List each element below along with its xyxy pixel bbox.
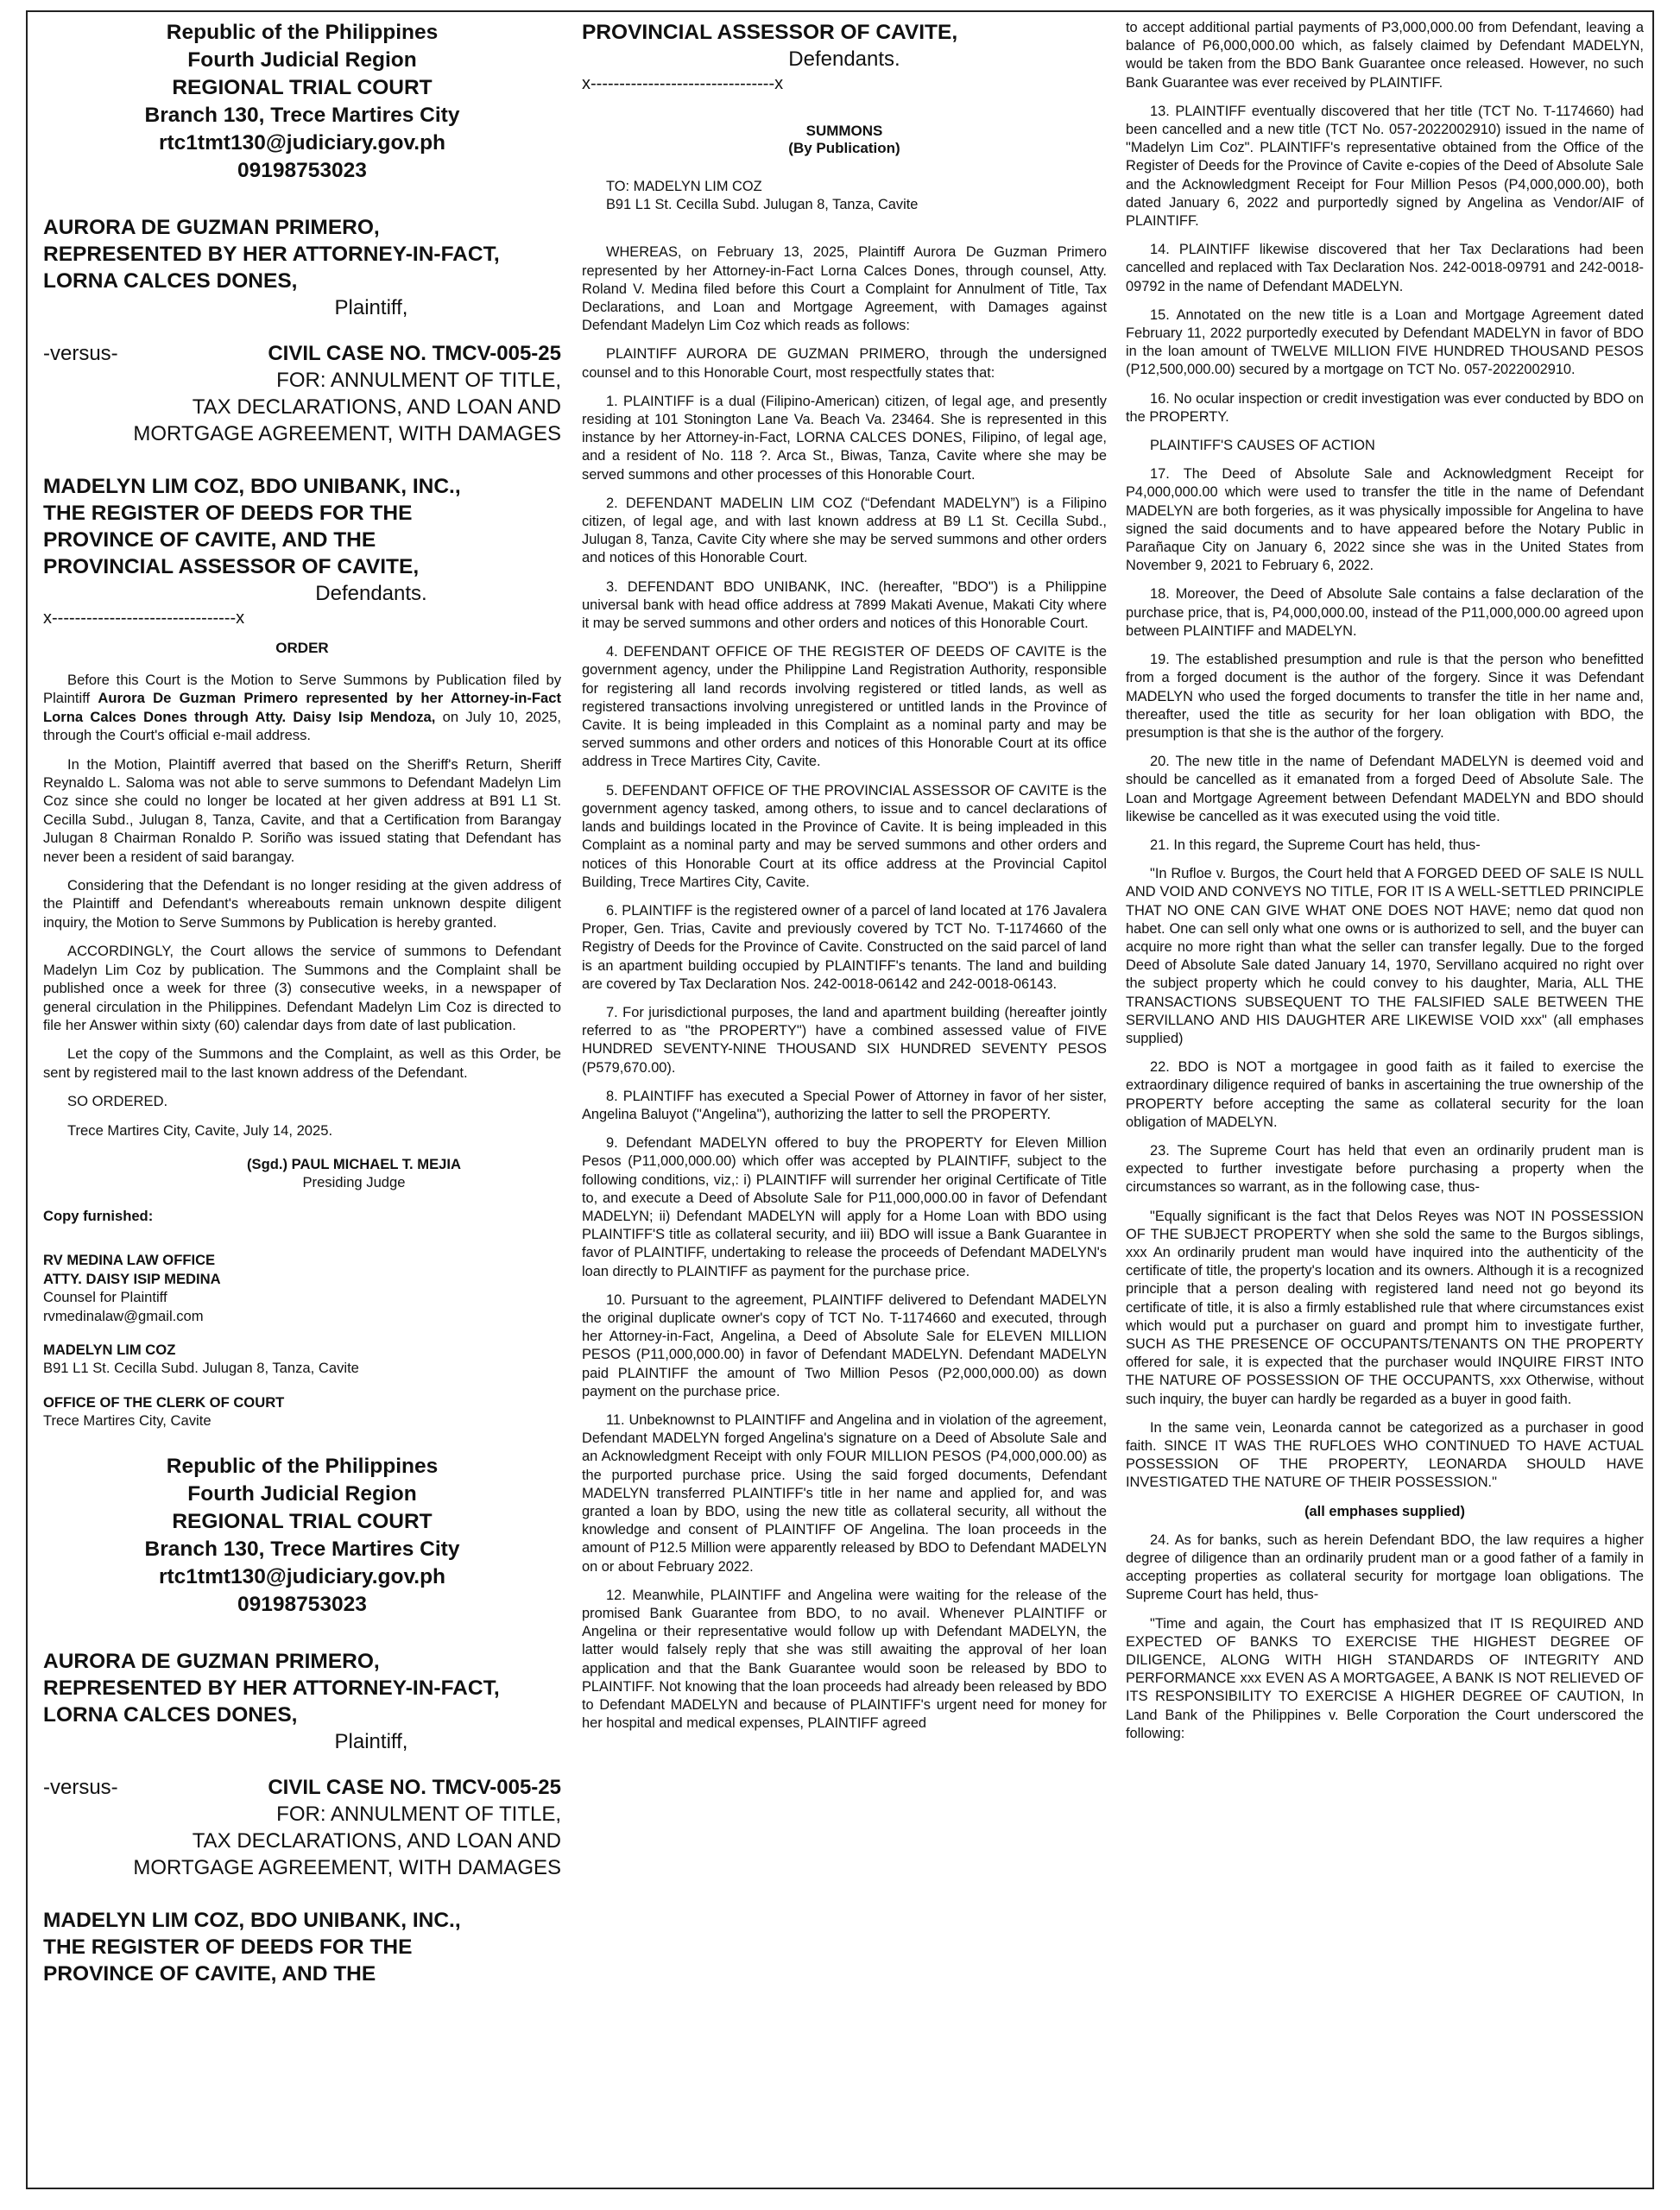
quoted-ruling: In the same vein, Leonarda cannot be categorized as a purchaser in good faith. SINCE IT WAS THE RUFLOES WHO CONTINUED TO HAVE ACTUAL POSSESSION OF THE PROPERTY, LEONARDA SHOULD HAVE INVESTIGATED THE NATURE OF THEIR POSSESSION." <box>1126 1419 1644 1491</box>
copy-furnished-entry <box>43 1393 561 1430</box>
court-line: Republic of the Philippines <box>166 1454 439 1478</box>
court-line: Fourth Judicial Region <box>187 1481 417 1506</box>
x-separator: x--------------------------------x <box>582 74 784 93</box>
plaintiff-block-repeat <box>43 1648 561 1728</box>
summons-paragraph: 12. Meanwhile, PLAINTIFF and Angelina were waiting for the release of the promised Bank Guarantee from BDO, to no avail. Whenever PLAINTIFF or Angelina or their representative would follow up with Defendant MADELYN, the latter would falsely reply that she was still awaiting the approval of her loan application and that the Bank Guarantee would soon be released by BDO to PLAINTIFF. Not knowing that the loan proceeds had already been released by BDO to Defendant MADELYN and because of PLAINTIFF's urgent need for money for her hospital and medical expenses, PLAINTIFF agreed <box>582 1587 1107 1732</box>
case-caption-repeat <box>43 1774 561 1801</box>
summons-paragraph: 19. The established presumption and rule is that the person who benefitted from a forged document is the author of the forgery. Since it was Defendant MADELYN who used the forged documents to transfer the title in her name and, thereafter, used the title as security for her loan obligation with BDO, the presumption is that she is the author of the forgery. <box>1126 652 1644 741</box>
plaintiff-name: AURORA DE GUZMAN PRIMERO, <box>43 216 380 239</box>
court-header <box>43 19 561 185</box>
cf-email: rvmedinalaw@gmail.com <box>43 1307 204 1324</box>
defendants-line: THE REGISTER OF DEEDS FOR THE <box>43 1935 413 1959</box>
summons-paragraph: 2. DEFENDANT MADELIN LIM COZ (“Defendant MADELYN”) is a Filipino citizen, of legal age, and with last known address at B9 L1 St. Cecilla Subd., Julugan 8, Tanza, Cavite City where she may be served summons and other orders and notices of this Honorable Court. <box>582 495 1107 566</box>
summons-paragraph: 16. No ocular inspection or credit investigation was ever conducted by BDO on the PROPERTY. <box>1126 390 1644 425</box>
summons-paragraph: 8. PLAINTIFF has executed a Special Power of Attorney in favor of her sister, Angelina Baluyot ("Angelina"), authorizing the latter to sell the PROPERTY. <box>582 1088 1107 1122</box>
court-line: Branch 130, Trece Martires City <box>144 1537 460 1561</box>
summons-paragraph: 11. Unbeknownst to PLAINTIFF and Angelina and in violation of the agreement, Defendant MADELYN forged Angelina's signature on a Deed of Absolute Sale and an Acknowledgment Receipt with only FOUR MILLION PESOS (P4,000,000.00) as the purported purchase price. Using the said forged documents, Defendant MADELYN transferred PLAINTIFF's title in her name and applied for, and was granted a loan by BDO, using the new title as collateral security, all without the knowledge and consent of PLAINTIFF OF Angelina. The loan proceeds in the amount of P12.5 Million were apparently released by BDO to Defendant MADELYN on or about February 2022. <box>582 1411 1107 1575</box>
order-paragraph <box>43 671 561 745</box>
defendants-role: Defendants. <box>315 582 427 605</box>
column-order <box>43 19 561 2181</box>
case-for-line: FOR: ANNULMENT OF TITLE, <box>276 1802 561 1826</box>
order-text: Before this Court is the Motion to Serve Summons by Publication filed by Plaintiff <box>43 672 561 707</box>
defendants-line-continued: PROVINCIAL ASSESSOR OF CAVITE, <box>582 21 958 44</box>
court-phone: 09198753023 <box>237 159 367 182</box>
plaintiff-role: Plaintiff, <box>334 1729 408 1753</box>
cf-detail: Counsel for Plaintiff <box>43 1289 167 1306</box>
order-title: ORDER <box>275 640 329 656</box>
court-line: REGIONAL TRIAL COURT <box>172 1509 433 1533</box>
defendants-line: PROVINCIAL ASSESSOR OF CAVITE, <box>43 555 420 578</box>
order-text-bold: Aurora De Guzman Primero represented by her Attorney-in-Fact Lorna Calces Dones through Atty. Daisy Isip Mendoza, <box>43 690 561 725</box>
court-line: Fourth Judicial Region <box>187 48 417 72</box>
addressee-name: TO: MADELYN LIM COZ <box>606 179 762 194</box>
summons-paragraph: WHEREAS, on February 13, 2025, Plaintiff Aurora De Guzman Primero represented by her Attorney-in-Fact Lorna Calces Dones, through counsel, Atty. Roland V. Medina filed before this Court a Complaint for Annulment of Title, Tax Declarations, and Loan and Mortgage Agreement, with Damages against Defendant Madelyn Lim Coz which reads as follows: <box>582 244 1107 334</box>
case-for-line: TAX DECLARATIONS, AND LOAN AND <box>192 395 561 419</box>
versus-label: -versus- <box>43 342 118 365</box>
summons-paragraph: 9. Defendant MADELYN offered to buy the PROPERTY for Eleven Million Pesos (P11,000,000.00) which offer was accepted by PLAINTIFF, subject to the following conditions, viz,: i) PLAINTIFF will surrender her original Certificate of Title to, and execute a Deed of Absolute Sale for P11,000,000.00 in favor of Defendant MADELYN; ii) Defendant MADELYN will apply for a Home Loan with BDO using PLAINTIFF'S title as collateral security, and iii) BDO will issue a Bank Guarantee in favor of PLAINTIFF, undertaking to release the proceeds of Defendant MADELYN's loan directly to PLAINTIFF as payment for the purchase price. <box>582 1135 1107 1279</box>
defendants-line: PROVINCE OF CAVITE, AND THE <box>43 1961 376 1986</box>
plaintiff-line: REPRESENTED BY HER ATTORNEY-IN-FACT, <box>43 243 500 266</box>
column-complaint <box>1126 19 1644 2181</box>
plaintiff-block <box>43 214 561 294</box>
summons-paragraph: 14. PLAINTIFF likewise discovered that her Tax Declarations had been cancelled and replaced with Tax Declaration Nos. 242-0018-09791 and 242-0018-09792 in the name of Defendant MADELYN. <box>1126 242 1644 294</box>
addressee-address: B91 L1 St. Cecilla Subd. Julugan 8, Tanza, Cavite <box>606 197 919 213</box>
plaintiff-name: AURORA DE GUZMAN PRIMERO, <box>43 1649 380 1673</box>
court-phone: 09198753023 <box>237 1592 367 1616</box>
summons-paragraph: 6. PLAINTIFF is the registered owner of a parcel of land located at 176 Javalera Proper, Gen. Trias, Cavite and previously covered by TCT No. T-1174660 of the Registry of Deeds for the Province of Cavite. Constructed on the said parcel of land is an apartment building occupied by PLAINTIFF's tenants. The land and building are covered by Tax Declaration Nos. 242-0018-06142 and 242-0018-06143. <box>582 902 1107 992</box>
summons-addressee <box>582 178 1107 214</box>
defendants-block <box>43 473 561 580</box>
court-header-repeat <box>43 1453 561 1619</box>
case-caption <box>43 340 561 367</box>
case-for-line: TAX DECLARATIONS, AND LOAN AND <box>192 1828 561 1853</box>
quoted-ruling: "Equally significant is the fact that Delos Reyes was NOT IN POSSESSION OF THE SUBJECT PROPERTY when she sold the same to the Burgos siblings, xxx An ordinarily prudent man would have inquired into the authenticity of the certificate of title, the property's location and its owners. Although it is a recognized principle that a person dealing with registered land need not go beyond its certificate of title, it is also a firmly established rule that where circumstances exist which would put a purchaser on guard and prompt him to investigate further, SUCH AS THE PRESENCE OF OCCUPANTS/TENANTS ON THE PROPERTY offered for sale, it is expected that the purchaser would INQUIRE FIRST INTO THE NATURE OF POSSESSION OF THE OCCUPANTS, xxx Otherwise, without such inquiry, the buyer can hardly be regarded as a buyer in good faith. <box>1126 1208 1644 1407</box>
summons-paragraph: 23. The Supreme Court has held that even an ordinarily prudent man is expected to further investigate before purchasing a property when the circumstances so warrant, as in the following case, thus- <box>1126 1142 1644 1196</box>
summons-title-line: SUMMONS <box>805 123 883 139</box>
case-for-line: MORTGAGE AGREEMENT, WITH DAMAGES <box>133 1855 561 1879</box>
court-line: Branch 130, Trece Martires City <box>144 104 460 127</box>
plaintiff-line: LORNA CALCES DONES, <box>43 1702 298 1727</box>
cf-name: RV MEDINA LAW OFFICE <box>43 1252 216 1269</box>
order-paragraph: Let the copy of the Summons and the Complaint, as well as this Order, be sent by registered mail to the last known address of the Defendant. <box>43 1045 561 1081</box>
case-number: CIVIL CASE NO. TMCV-005-25 <box>268 342 561 365</box>
summons-paragraph: 24. As for banks, such as herein Defendant BDO, the law requires a higher degree of diligence than an ordinarily prudent man or a good father of a family in accepting properties as collateral security for mortgage loan obligations. The Supreme Court has held, thus- <box>1126 1531 1644 1603</box>
summons-paragraph: 21. In this regard, the Supreme Court has held, thus- <box>1150 837 1481 853</box>
plaintiff-line: REPRESENTED BY HER ATTORNEY-IN-FACT, <box>43 1676 500 1700</box>
order-paragraph: In the Motion, Plaintiff averred that based on the Sheriff's Return, Sheriff Reynaldo L. Saloma was not able to serve summons to Defendant Madelyn Lim Coz since she could no longer be located at her given address at B91 L1 St. Cecilla Subd., Julugan 8, Tanza, Cavite, and that a Certification from Barangay Julugan 8 Chairman Ronaldo P. Soriño was issued stating that Defendant has never been a resident of said barangay. <box>43 755 561 865</box>
summons-paragraph: 15. Annotated on the new title is a Loan and Mortgage Agreement dated February 11, 2022 purportedly executed by Defendant MADELYN in favor of BDO in the loan amount of TWELVE MILLION FIVE HUNDRED THOUSAND PESOS (P12,500,000.00) secured by a mortgage on TCT No. 057-2022002910. <box>1126 306 1644 378</box>
defendants-line: PROVINCE OF CAVITE, AND THE <box>43 528 376 552</box>
court-email: rtc1tmt130@judiciary.gov.ph <box>158 131 446 155</box>
court-line: REGIONAL TRIAL COURT <box>172 76 433 99</box>
order-text: on July 10, 2025, through the Court's official e-mail address. <box>43 708 561 744</box>
quoted-ruling: "Time and again, the Court has emphasized that IT IS REQUIRED AND EXPECTED OF BANKS TO EXERCISE THE HIGHEST DEGREE OF DILIGENCE, ALONG WITH HIGH STANDARDS OF INTEGRITY AND PERFORMANCE xxx EVEN AS A MORTGAGEE, A BANK IS NOT RELIEVED OF ITS RESPONSIBILITY TO EXERCISE A HIGHER DEGREE OF CAUTION, In Land Bank of the Philippines v. Belle Corporation the Court underscored the following: <box>1126 1615 1644 1741</box>
judge-title: Presiding Judge <box>302 1173 406 1190</box>
cf-detail: Trece Martires City, Cavite <box>43 1412 212 1430</box>
quoted-ruling: "In Rufloe v. Burgos, the Court held that A FORGED DEED OF SALE IS NULL AND VOID AND CONVEYS NO TITLE, FOR IT IS A WELL-SETTLED PRINCIPLE THAT NO ONE CAN GIVE WHAT ONE DOES NOT HAVE; nemo dat quod non habet. One can sell only what one owns or is authorized to sell, and the buyer can acquire no more right than what the seller can transfer legally. Due to the forged Deed of Absolute Sale dated January 14, 1970, Servillano acquired no right over the subject property which he could convey to his daughter, Maria, ALL THE TRANSACTIONS SUBSEQUENT TO THE FALSIFIED SALE BETWEEN THE SERVILLANO AND HIS DAUGHTER ARE LIKEWISE VOID xxx" (all emphases supplied) <box>1126 866 1644 1046</box>
cf-detail: B91 L1 St. Cecilla Subd. Julugan 8, Tanza, Cavite <box>43 1360 359 1377</box>
judge-signature <box>43 1155 561 1191</box>
defendants-line: MADELYN LIM COZ, BDO UNIBANK, INC., <box>43 475 461 498</box>
plaintiff-role: Plaintiff, <box>334 296 408 319</box>
copy-furnished-entry <box>43 1341 561 1378</box>
emphasis-note: (all emphases supplied) <box>1304 1503 1465 1519</box>
case-for-line: MORTGAGE AGREEMENT, WITH DAMAGES <box>133 422 561 445</box>
case-for-line: FOR: ANNULMENT OF TITLE, <box>276 369 561 392</box>
summons-paragraph: 17. The Deed of Absolute Sale and Acknowledgment Receipt for P4,000,000.00 which were used to transfer the title in the name of Defendant MADELYN are both forgeries, as it was physically impossible for Angelina to have signed the said documents and to have appeared before the Notary Public in Parañaque City on January 6, 2022 since she was in the United States from November 9, 2021 to February 6, 2022. <box>1126 466 1644 574</box>
court-line: Republic of the Philippines <box>166 21 439 44</box>
summons-paragraph: 3. DEFENDANT BDO UNIBANK, INC. (hereafter, "BDO") is a Philippine universal bank with head office address at 7899 Makati Avenue, Makati City where it may be served summons and other orders and notices of this Honorable Court. <box>582 578 1107 632</box>
defendants-role: Defendants. <box>788 47 900 71</box>
summons-paragraph: PLAINTIFF AURORA DE GUZMAN PRIMERO, through the undersigned counsel and to this Honorable Court, most respectfully states that: <box>582 346 1107 381</box>
causes-of-action-heading: PLAINTIFF'S CAUSES OF ACTION <box>1150 438 1375 454</box>
summons-paragraph: 20. The new title in the name of Defendant MADELYN is deemed void and should be cancelled as it emanated from a forged Deed of Absolute Sale. The Loan and Mortgage Agreement between Defendant MADELYN and BDO should likewise be cancelled as it was executed using the void title. <box>1126 754 1644 824</box>
cf-name: MADELYN LIM COZ <box>43 1341 176 1358</box>
defendants-line: THE REGISTER OF DEEDS FOR THE <box>43 502 413 525</box>
summons-paragraph: 22. BDO is NOT a mortgagee in good faith as it failed to exercise the extraordinary diligence required of banks in ascertaining the true ownership of the PROPERTY before accepting the same as collateral security for the loan obligation of MADELYN. <box>1126 1059 1644 1130</box>
versus-label: -versus- <box>43 1775 118 1799</box>
summons-paragraph: to accept additional partial payments of P3,000,000.00 from Defendant, leaving a balance of P6,000,000.00 which, as falsely claimed by Defendant MADELYN, would be taken from the BDO Bank Guarantee once released. However, no such Bank Guarantee was ever received by PLAINTIFF. <box>1126 20 1644 91</box>
copy-furnished-title: Copy furnished: <box>43 1207 154 1224</box>
court-email: rtc1tmt130@judiciary.gov.ph <box>158 1564 446 1588</box>
defendants-block-repeat <box>43 1907 561 1987</box>
order-paragraph: SO ORDERED. <box>67 1093 168 1110</box>
summons-paragraph: 18. Moreover, the Deed of Absolute Sale contains a false declaration of the purchase price, that is, P4,000,000.00, instead of the P11,000,000.00 agreed upon between PLAINTIFF and MADELYN. <box>1126 586 1644 639</box>
defendants-line: MADELYN LIM COZ, BDO UNIBANK, INC., <box>43 1908 461 1932</box>
order-paragraph: Considering that the Defendant is no longer residing at the given address of the Plaintiff and Defendant's whereabouts remain unknown despite diligent inquiry, the Motion to Serve Summons by Publication is hereby granted. <box>43 877 561 931</box>
plaintiff-line: LORNA CALCES DONES, <box>43 269 298 293</box>
cf-name: OFFICE OF THE CLERK OF COURT <box>43 1393 285 1411</box>
judge-name: (Sgd.) PAUL MICHAEL T. MEJIA <box>247 1155 461 1172</box>
newspaper-page <box>26 10 1654 2189</box>
copy-furnished-entry <box>43 1251 561 1325</box>
column-summons <box>582 19 1107 2181</box>
summons-paragraph: 4. DEFENDANT OFFICE OF THE REGISTER OF DEEDS OF CAVITE is the government agency, under the Philippine Land Registration Authority, responsible for registering all land records involving registered or titled lands, as well as registered transactions involving unregistered or untitled lands in the Province of Cavite. It is being impleaded in this Complaint as a nominal party and may be served summons and other orders and notices of this Honorable Court at its office address in Trece Martires City, Cavite. <box>582 644 1107 770</box>
case-number: CIVIL CASE NO. TMCV-005-25 <box>268 1775 561 1799</box>
summons-paragraph: 5. DEFENDANT OFFICE OF THE PROVINCIAL ASSESSOR OF CAVITE is the government agency tasked, among others, to issue and to cancel declarations of lands and buildings located in the Province of Cavite. It is being impleaded in this Complaint as a nominal party and may be served summons and other orders and notices of this Honorable Court at its office address at the Provincial Capitol Building, Trece Martires City, Cavite. <box>582 782 1107 890</box>
summons-paragraph: 7. For jurisdictional purposes, the land and apartment building (hereafter jointly referred to as "the PROPERTY") have a combined assessed value of FIVE HUNDRED SEVENTY-NINE THOUSAND SIX HUNDRED SEVENTY PESOS (P579,670.00). <box>582 1004 1107 1076</box>
summons-title <box>582 123 1107 157</box>
summons-paragraph: 13. PLAINTIFF eventually discovered that her title (TCT No. T-1174660) had been cancelled and a new title (TCT No. 057-2022002910) issued in the name of "Madelyn Lim Coz". PLAINTIFF's representative obtained from the Office of the Register of Deeds for the Province of Cavite e-copies of the Deed of Absolute Sale and the Acknowledgment Receipt for Four Million Pesos (P4,000,000.00), both dated January 6, 2022 and purportedly signed by Angelina as Vendor/AIF of PLAINTIFF. <box>1126 103 1644 230</box>
summons-subtitle: (By Publication) <box>788 140 900 156</box>
cf-name: ATTY. DAISY ISIP MEDINA <box>43 1270 221 1287</box>
x-separator: x--------------------------------x <box>43 609 245 628</box>
order-date: Trece Martires City, Cavite, July 14, 2025. <box>67 1121 333 1139</box>
summons-paragraph: 1. PLAINTIFF is a dual (Filipino-American) citizen, of legal age, and presently residing at 101 Stonington Lane Va. Beach Va. 23464. She is represented in this instance by her Attorney-in-Fact, LORNA CALCES DONES, Filipino, of legal age, and a resident of No. 118 ?. Arca St., Biwas, Tanza, Cavite where she may be served summons and other processes of this Honorable Court. <box>582 393 1107 483</box>
summons-paragraph: 10. Pursuant to the agreement, PLAINTIFF delivered to Defendant MADELYN the original duplicate owner's copy of TCT No. T-1174660 and executed, through her Attorney-in-Fact, Angelina, a Deed of Absolute Sale for ELEVEN MILLION PESOS (P11,000,000.00) in favor of Defendant MADELYN. Defendant MADELYN paid PLAINTIFF the amount of Two Million Pesos (P2,000,000.00) as down payment on the purchase price. <box>582 1291 1107 1399</box>
order-paragraph: ACCORDINGLY, the Court allows the service of summons to Defendant Madelyn Lim Coz by publication. The Summons and the Complaint shall be published once a week for three (3) consecutive weeks, in a newspaper of general circulation in the Philippines. Defendant Madelyn Lim Coz is directed to file her Answer within sixty (60) calendar days from date of last publication. <box>43 943 561 1033</box>
